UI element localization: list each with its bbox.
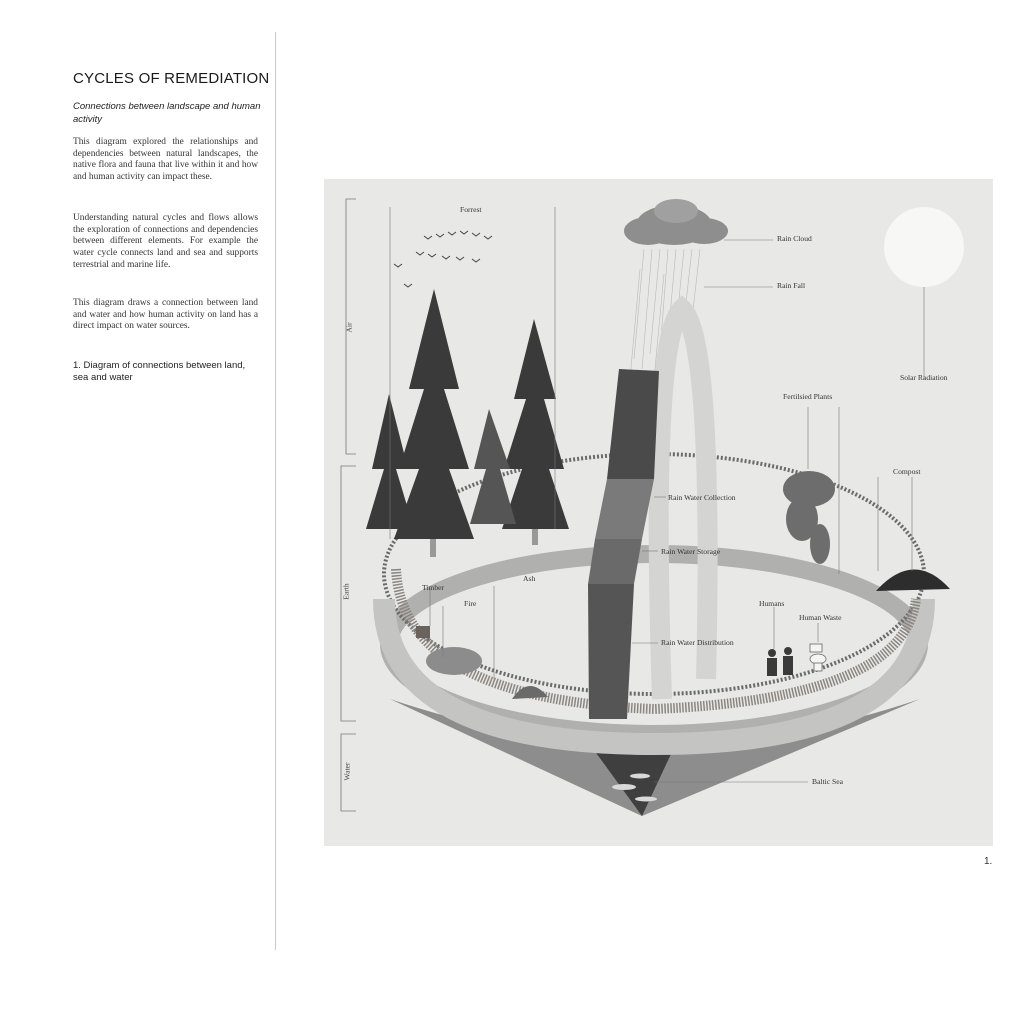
label-fertilised-plants: Fertilsied Plants [783, 392, 833, 401]
zone-label-earth: Earth [341, 583, 351, 600]
label-rain-water-storage: Rain Water Storage [661, 547, 721, 556]
rain-column-distribution-shape [588, 584, 634, 719]
sidebar [0, 0, 276, 1024]
figure-caption: 1. Diagram of connections between land, sea and water [73, 360, 246, 383]
compost-pile-shape [876, 569, 950, 591]
intro-paragraph: This diagram explored the relationships and dependencies between natural landscapes, the native flora and fauna that live within it and how and human activity can impact these. [73, 137, 258, 183]
label-timber: Timber [422, 583, 445, 592]
sun-shape [884, 207, 964, 287]
label-rain-water-distribution: Rain Water Distribution [661, 638, 734, 647]
label-humans: Humans [759, 599, 785, 608]
humans-icon [767, 647, 793, 676]
column-divider [275, 32, 276, 950]
zone-label-air: Air [344, 322, 354, 333]
label-ash: Ash [523, 574, 536, 583]
label-compost: Compost [893, 467, 921, 476]
birds-icon [394, 231, 492, 287]
label-fire: Fire [464, 599, 477, 608]
timber-stack-shape [416, 626, 430, 638]
zone-label-water: Water [342, 762, 352, 781]
fertilised-plants-shape [783, 471, 835, 564]
label-forrest: Forrest [460, 205, 482, 214]
figure-number: 1. [984, 856, 993, 867]
label-rain-water-collection: Rain Water Collection [668, 493, 736, 502]
rain-column-top-shape [607, 369, 659, 479]
rain-cloud-shape [624, 199, 728, 245]
diagram-illustration [324, 179, 993, 846]
label-rain-fall: Rain Fall [777, 281, 806, 290]
page-subtitle: Connections between landscape and human activity [73, 101, 261, 125]
fire-smoke-shape [426, 647, 482, 675]
label-human-waste: Human Waste [799, 613, 842, 622]
diagram-panel [324, 179, 993, 846]
label-rain-cloud: Rain Cloud [777, 234, 812, 243]
rain-column-storage-shape [588, 539, 642, 584]
page-title: CYCLES OF REMEDIATION [73, 70, 270, 87]
label-baltic-sea: Baltic Sea [812, 777, 843, 786]
rain-column-collection-shape [595, 479, 654, 539]
cycles-paragraph: Understanding natural cycles and flows allows the exploration of connections and dependencies between different elements. For example the water cycle connects land and sea and supports terrestrial and marine life. [73, 213, 258, 270]
zone-brackets [341, 199, 356, 811]
label-solar-radiation: Solar Radiation [900, 373, 948, 382]
forest-shape [366, 289, 569, 557]
connection-paragraph: This diagram draws a connection between land and water and how human activity on land has a direct impact on water sources. [73, 298, 258, 332]
